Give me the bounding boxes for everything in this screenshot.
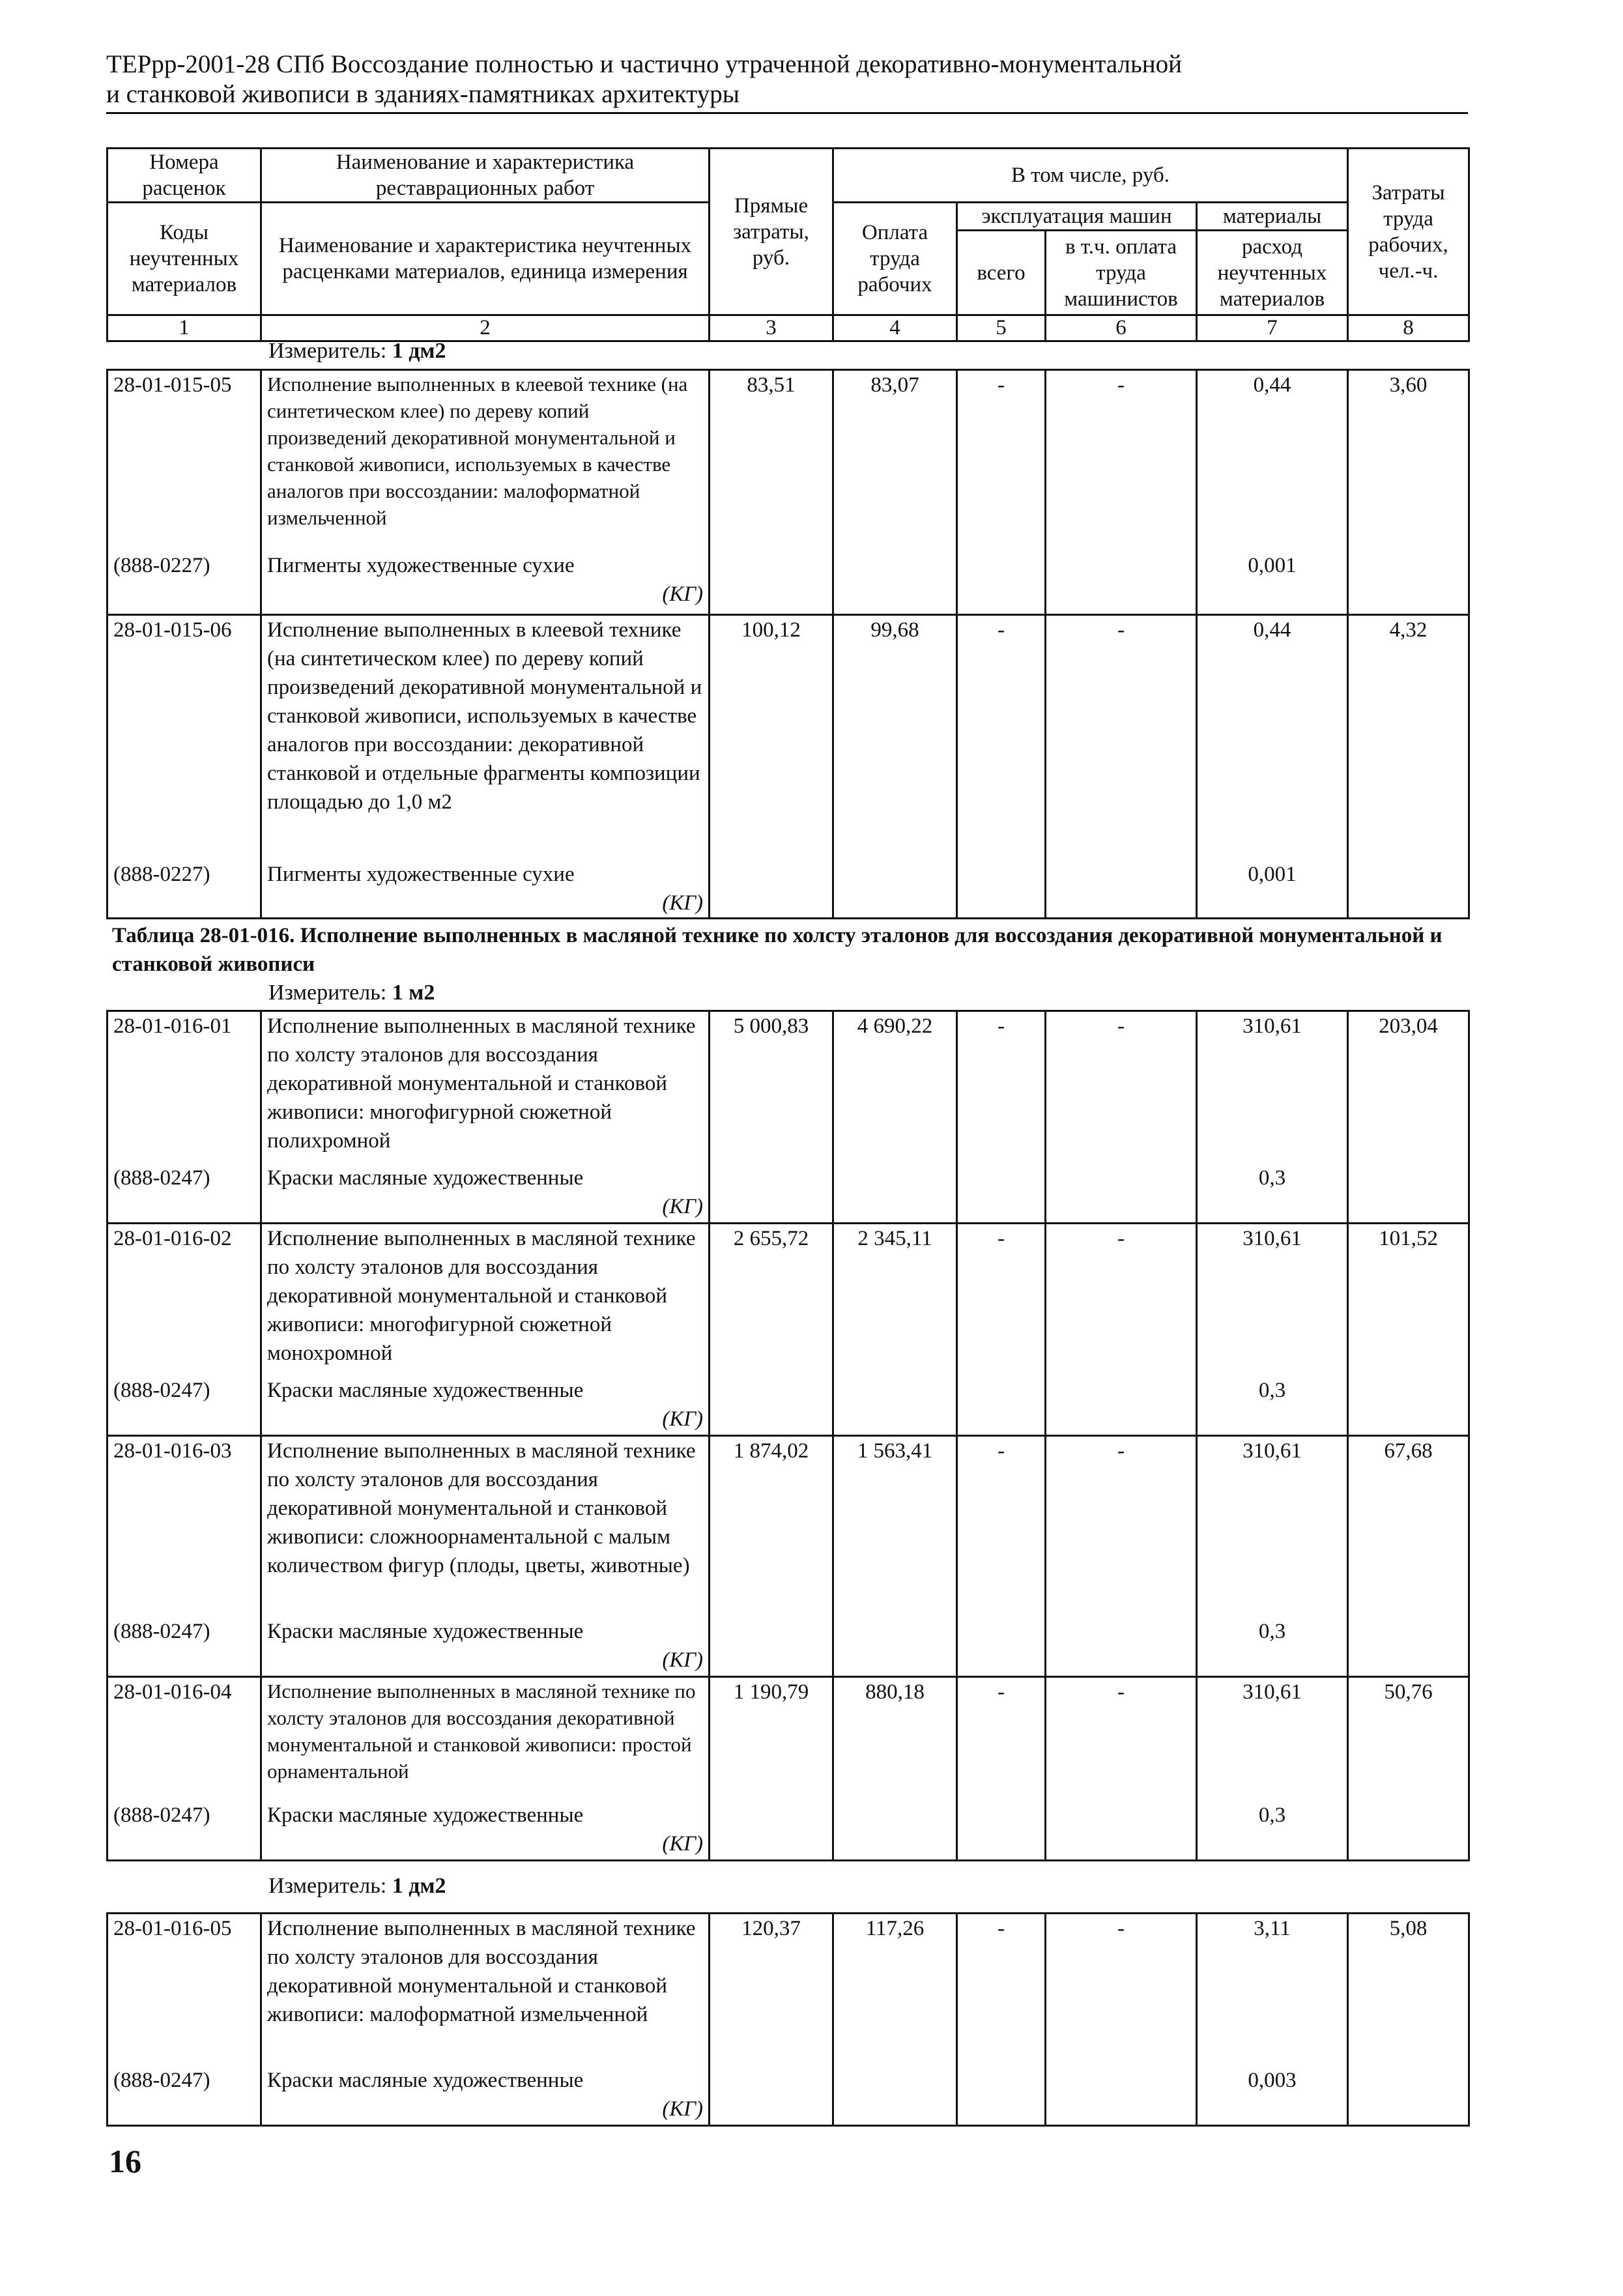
material-cell: [261, 1164, 710, 1224]
machinist-pay: -: [1046, 615, 1197, 919]
machinist-pay: -: [1046, 1914, 1197, 2126]
labor-hours: 101,52: [1348, 1224, 1469, 1436]
material-cell: [261, 2066, 710, 2126]
material-unit: (КГ): [662, 1194, 703, 1218]
worker-pay: 1 563,41: [833, 1436, 957, 1677]
material-unit: (КГ): [662, 1648, 703, 1672]
machines-total: -: [957, 1436, 1046, 1677]
rate-name: Исполнение выполненных в масляной технике по холсту эталонов для воссоздания декоративной монументальной и станковой живописи: малоформатной измельченной: [261, 1914, 710, 2066]
material-cell: [261, 1376, 710, 1436]
col-num-2: 2: [261, 315, 710, 341]
machines-total: -: [957, 615, 1046, 919]
material-code: (888-0247): [108, 1801, 261, 1861]
rate-code: 28-01-015-05: [108, 370, 261, 551]
worker-pay: 99,68: [833, 615, 957, 919]
page-header: [106, 50, 1468, 109]
machinist-pay: -: [1046, 1677, 1197, 1861]
header-including: В том числе, руб.: [833, 149, 1348, 203]
header-rule: [106, 112, 1468, 114]
material-cell: [261, 551, 710, 615]
material-name: Краски масляные художественные: [267, 1378, 584, 1402]
labor-hours: 5,08: [1348, 1914, 1469, 2126]
rate-name: Исполнение выполненных в масляной технике по холсту эталонов для воссоздания декоративной монументальной и станковой живописи: простой орнаментальной: [261, 1677, 710, 1801]
measure-3: Измеритель: 1 дм2: [268, 1874, 446, 1898]
rate-name: Исполнение выполненных в масляной технике по холсту эталонов для воссоздания декоративной монументальной и станковой живописи: сложноорнаментальной с малым количеством фигур (плоды, цветы, животные): [261, 1436, 710, 1617]
materials-cost: 310,61: [1197, 1224, 1348, 1376]
header-rate-numbers: Номера расценок: [108, 149, 261, 203]
labor-hours: 203,04: [1348, 1011, 1469, 1224]
material-name: Пигменты художественные сухие: [267, 553, 575, 577]
labor-hours: 3,60: [1348, 370, 1469, 615]
direct-costs: 2 655,72: [710, 1224, 833, 1436]
worker-pay: 117,26: [833, 1914, 957, 2126]
measure-2: Измеритель: 1 м2: [268, 981, 435, 1005]
rate-code: 28-01-015-06: [108, 615, 261, 860]
worker-pay: 4 690,22: [833, 1011, 957, 1224]
direct-costs: 100,12: [710, 615, 833, 919]
direct-costs: 120,37: [710, 1914, 833, 2126]
header-machines-total: всего: [957, 231, 1046, 315]
material-qty: 0,3: [1197, 1164, 1348, 1224]
material-qty: 0,3: [1197, 1376, 1348, 1436]
header-machinist-pay: в т.ч. оплата труда машинистов: [1046, 231, 1197, 315]
material-name: Краски масляные художественные: [267, 1619, 584, 1643]
direct-costs: 83,51: [710, 370, 833, 615]
material-qty: 0,001: [1197, 860, 1348, 919]
rates-table-block-2: [106, 1010, 1470, 1861]
col-num-6: 6: [1046, 315, 1197, 341]
material-qty: 0,001: [1197, 551, 1348, 615]
material-name: Краски масляные художественные: [267, 2068, 584, 2092]
materials-cost: 310,61: [1197, 1677, 1348, 1801]
col-num-8: 8: [1348, 315, 1469, 341]
col-num-7: 7: [1197, 315, 1348, 341]
direct-costs: 5 000,83: [710, 1011, 833, 1224]
page-number: 16: [109, 2143, 141, 2179]
header-materials: материалы: [1197, 203, 1348, 231]
rate-name: Исполнение выполненных в масляной технике по холсту эталонов для воссоздания декоративной монументальной и станковой живописи: многофигурной сюжетной полихромной: [261, 1011, 710, 1164]
labor-hours: 4,32: [1348, 615, 1469, 919]
rate-entry: [108, 1011, 1469, 1224]
header-worker-pay: Оплата труда рабочих: [833, 203, 957, 315]
worker-pay: 880,18: [833, 1677, 957, 1861]
materials-cost: 3,11: [1197, 1914, 1348, 2066]
material-code: (888-0247): [108, 1617, 261, 1677]
rate-code: 28-01-016-03: [108, 1436, 261, 1617]
rate-entry: [108, 1914, 1469, 2126]
header-line-2: и станковой живописи в зданиях-памятниках архитектуры: [106, 80, 740, 108]
header-material-codes: Коды неучтенных материалов: [108, 203, 261, 315]
machines-total: -: [957, 1677, 1046, 1861]
material-name: Краски масляные художественные: [267, 1803, 584, 1827]
material-code: (888-0227): [108, 551, 261, 615]
material-unit: (КГ): [662, 1407, 703, 1431]
materials-cost: 0,44: [1197, 370, 1348, 551]
material-qty: 0,3: [1197, 1617, 1348, 1677]
material-unit: (КГ): [662, 582, 703, 606]
machines-total: -: [957, 1011, 1046, 1224]
rate-name: Исполнение выполненных в клеевой технике (на синтетическом клее) по дереву копий произведений декоративной монументальной и станковой живописи, используемых в качестве аналогов при воссоздании: малоформатной измельченной: [261, 370, 710, 551]
material-unit: (КГ): [662, 1831, 703, 1856]
header-machines: эксплуатация машин: [957, 203, 1197, 231]
machinist-pay: -: [1046, 370, 1197, 615]
rate-code: 28-01-016-04: [108, 1677, 261, 1801]
rate-code: 28-01-016-02: [108, 1224, 261, 1376]
materials-cost: 310,61: [1197, 1436, 1348, 1617]
column-header-table: [106, 147, 1470, 342]
header-material-names: Наименование и характеристика неучтенных расценками материалов, единица измерения: [261, 203, 710, 315]
worker-pay: 2 345,11: [833, 1224, 957, 1436]
machines-total: -: [957, 370, 1046, 615]
material-cell: [261, 860, 710, 919]
machinist-pay: -: [1046, 1436, 1197, 1677]
rate-entry: [108, 370, 1469, 615]
header-line-1: ТЕРрр-2001-28 СПб Воссоздание полностью и частично утраченной декоративно-монументальной: [106, 50, 1183, 78]
machines-total: -: [957, 1224, 1046, 1436]
material-code: (888-0247): [108, 1376, 261, 1436]
rates-table-block-3: [106, 1912, 1470, 2127]
material-unit: (КГ): [662, 891, 703, 915]
table-caption: Таблица 28-01-016. Исполнение выполненных в масляной технике по холсту эталонов для воссоздания декоративной монументальной и станковой живописи: [112, 924, 1443, 976]
rate-entry: [108, 615, 1469, 919]
rate-name: Исполнение выполненных в клеевой технике (на синтетическом клее) по дереву копий произведений декоративной монументальной и станковой живописи, используемых в качестве аналогов при воссоздании: декоративной станковой и отдельные фрагменты композиции площадью до 1,0 м2: [261, 615, 710, 860]
rate-entry: [108, 1677, 1469, 1861]
rates-table-block-1: [106, 369, 1470, 919]
labor-hours: 50,76: [1348, 1677, 1469, 1861]
materials-cost: 0,44: [1197, 615, 1348, 860]
material-name: Краски масляные художественные: [267, 1166, 584, 1190]
material-qty: 0,3: [1197, 1801, 1348, 1861]
rate-code: 28-01-016-01: [108, 1011, 261, 1164]
material-code: (888-0227): [108, 860, 261, 919]
col-num-5: 5: [957, 315, 1046, 341]
machines-total: -: [957, 1914, 1046, 2126]
direct-costs: 1 874,02: [710, 1436, 833, 1677]
header-direct-costs: Прямые затраты, руб.: [710, 149, 833, 315]
direct-costs: 1 190,79: [710, 1677, 833, 1861]
material-cell: [261, 1801, 710, 1861]
rate-name: Исполнение выполненных в масляной технике по холсту эталонов для воссоздания декоративной монументальной и станковой живописи: многофигурной сюжетной монохромной: [261, 1224, 710, 1376]
machinist-pay: -: [1046, 1011, 1197, 1224]
col-num-1: 1: [108, 315, 261, 341]
material-unit: (КГ): [662, 2097, 703, 2121]
worker-pay: 83,07: [833, 370, 957, 615]
material-cell: [261, 1617, 710, 1677]
material-name: Пигменты художественные сухие: [267, 862, 575, 886]
machinist-pay: -: [1046, 1224, 1197, 1436]
header-work-name: Наименование и характеристика реставрационных работ: [261, 149, 710, 203]
col-num-4: 4: [833, 315, 957, 341]
material-qty: 0,003: [1197, 2066, 1348, 2126]
materials-cost: 310,61: [1197, 1011, 1348, 1164]
rate-code: 28-01-016-05: [108, 1914, 261, 2066]
material-code: (888-0247): [108, 1164, 261, 1224]
col-num-3: 3: [710, 315, 833, 341]
rate-entry: [108, 1224, 1469, 1436]
header-labor-hours: Затраты труда рабочих, чел.-ч.: [1348, 149, 1469, 315]
measure-1: Измеритель: 1 дм2: [268, 339, 446, 363]
rate-entry: [108, 1436, 1469, 1677]
material-code: (888-0247): [108, 2066, 261, 2126]
labor-hours: 67,68: [1348, 1436, 1469, 1677]
header-unaccounted-materials: расход неучтенных материалов: [1197, 231, 1348, 315]
